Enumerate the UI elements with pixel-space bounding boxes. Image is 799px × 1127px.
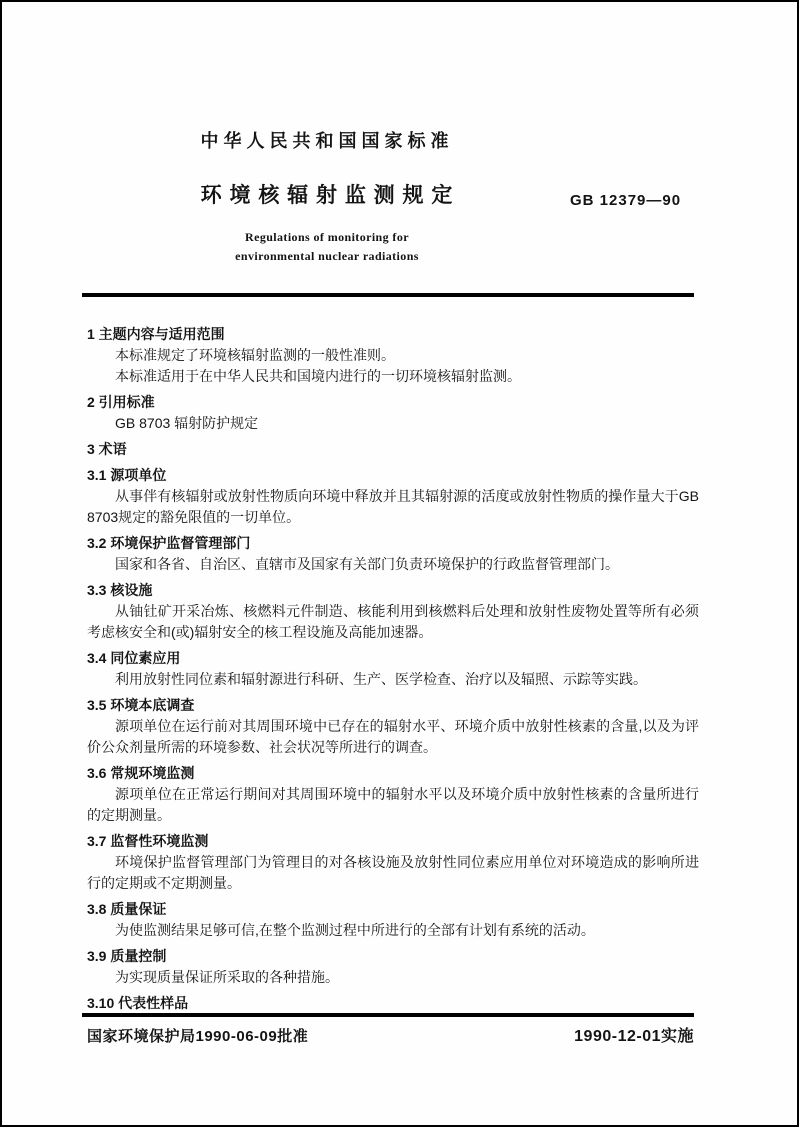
section-term-background-survey — [87, 695, 699, 758]
document-body — [87, 319, 699, 1011]
document-title: 环 境 核 辐 射 监 测 规 定 — [200, 184, 454, 207]
section-heading: 3.1 源项单位 — [87, 467, 167, 483]
paragraph: 利用放射性同位素和辐射源进行科研、生产、医学检查、治疗以及辐照、示踪等实践。 — [115, 671, 647, 687]
approval-note: 国家环境保护局1990-06-09批准 — [87, 1028, 309, 1045]
section-term-supervisory-monitoring — [87, 831, 699, 894]
header-divider — [82, 293, 694, 297]
english-subtitle-line1: Regulations of monitoring for — [245, 230, 409, 244]
section-term-quality-control — [87, 946, 699, 988]
paragraph: 从事伴有核辐射或放射性物质向环境中释放并且其辐射源的活度或放射性物质的操作量大于GB 8703规定的豁免限值的一切单位。 — [87, 488, 699, 525]
section-terms — [87, 439, 699, 460]
paragraph: 源项单位在运行前对其周围环境中已存在的辐射水平、环境介质中放射性核素的含量,以及为评价公众剂量所需的环境参数、社会状况等所进行的调查。 — [87, 718, 699, 755]
section-term-quality-assurance — [87, 899, 699, 941]
section-heading: 3.6 常规环境监测 — [87, 765, 195, 781]
standard-label: 中华人民共和国国家标准 — [200, 131, 454, 151]
section-heading: 3.7 监督性环境监测 — [87, 833, 209, 849]
section-heading: 1 主题内容与适用范围 — [87, 326, 225, 342]
section-heading: 3.5 环境本底调查 — [87, 697, 195, 713]
footer-divider — [82, 1013, 694, 1017]
paragraph: 本标准规定了环境核辐射监测的一般性准则。 — [115, 347, 395, 363]
section-heading: 3.9 质量控制 — [87, 948, 167, 964]
implementation-note: 1990-12-01实施 — [574, 1028, 694, 1045]
english-subtitle — [87, 228, 567, 266]
section-heading: 3.3 核设施 — [87, 582, 153, 598]
paragraph: 环境保护监督管理部门为管理目的对各核设施及放射性同位素应用单位对环境造成的影响所进行的定期或不定期测量。 — [87, 854, 699, 891]
paragraph: 为使监测结果足够可信,在整个监测过程中所进行的全部有计划有系统的活动。 — [115, 922, 595, 938]
paragraph: 源项单位在正常运行期间对其周围环境中的辐射水平以及环境介质中放射性核素的含量所进行的定期测量。 — [87, 786, 699, 823]
section-term-source-unit — [87, 465, 699, 528]
section-references — [87, 392, 699, 434]
section-heading: 3.8 质量保证 — [87, 901, 167, 917]
section-heading: 2 引用标准 — [87, 394, 155, 410]
section-scope — [87, 324, 699, 387]
section-term-isotope-application — [87, 648, 699, 690]
section-term-representative-sample — [87, 993, 699, 1011]
standard-number: GB 12379—90 — [570, 192, 682, 209]
paragraph: 国家和各省、自治区、直辖市及国家有关部门负责环境保护的行政监督管理部门。 — [115, 556, 619, 572]
section-heading: 3.10 代表性样品 — [87, 995, 189, 1011]
document-header — [87, 130, 682, 266]
paragraph: 为实现质量保证所采取的各种措施。 — [115, 969, 339, 985]
english-subtitle-line2: environmental nuclear radiations — [235, 249, 419, 263]
section-heading: 3.4 同位素应用 — [87, 650, 181, 666]
paragraph: 从铀钍矿开采冶炼、核燃料元件制造、核能利用到核燃料后处理和放射性废物处置等所有必须考虑核安全和(或)辐射安全的核工程设施及高能加速器。 — [87, 603, 699, 640]
document-footer — [87, 1023, 694, 1046]
section-heading: 3.2 环境保护监督管理部门 — [87, 535, 251, 551]
paragraph: GB 8703 辐射防护规定 — [115, 415, 259, 431]
paragraph: 本标准适用于在中华人民共和国境内进行的一切环境核辐射监测。 — [115, 368, 521, 384]
section-term-nuclear-facility — [87, 580, 699, 643]
section-term-authority — [87, 533, 699, 575]
section-heading: 3 术语 — [87, 441, 127, 457]
section-term-routine-monitoring — [87, 763, 699, 826]
